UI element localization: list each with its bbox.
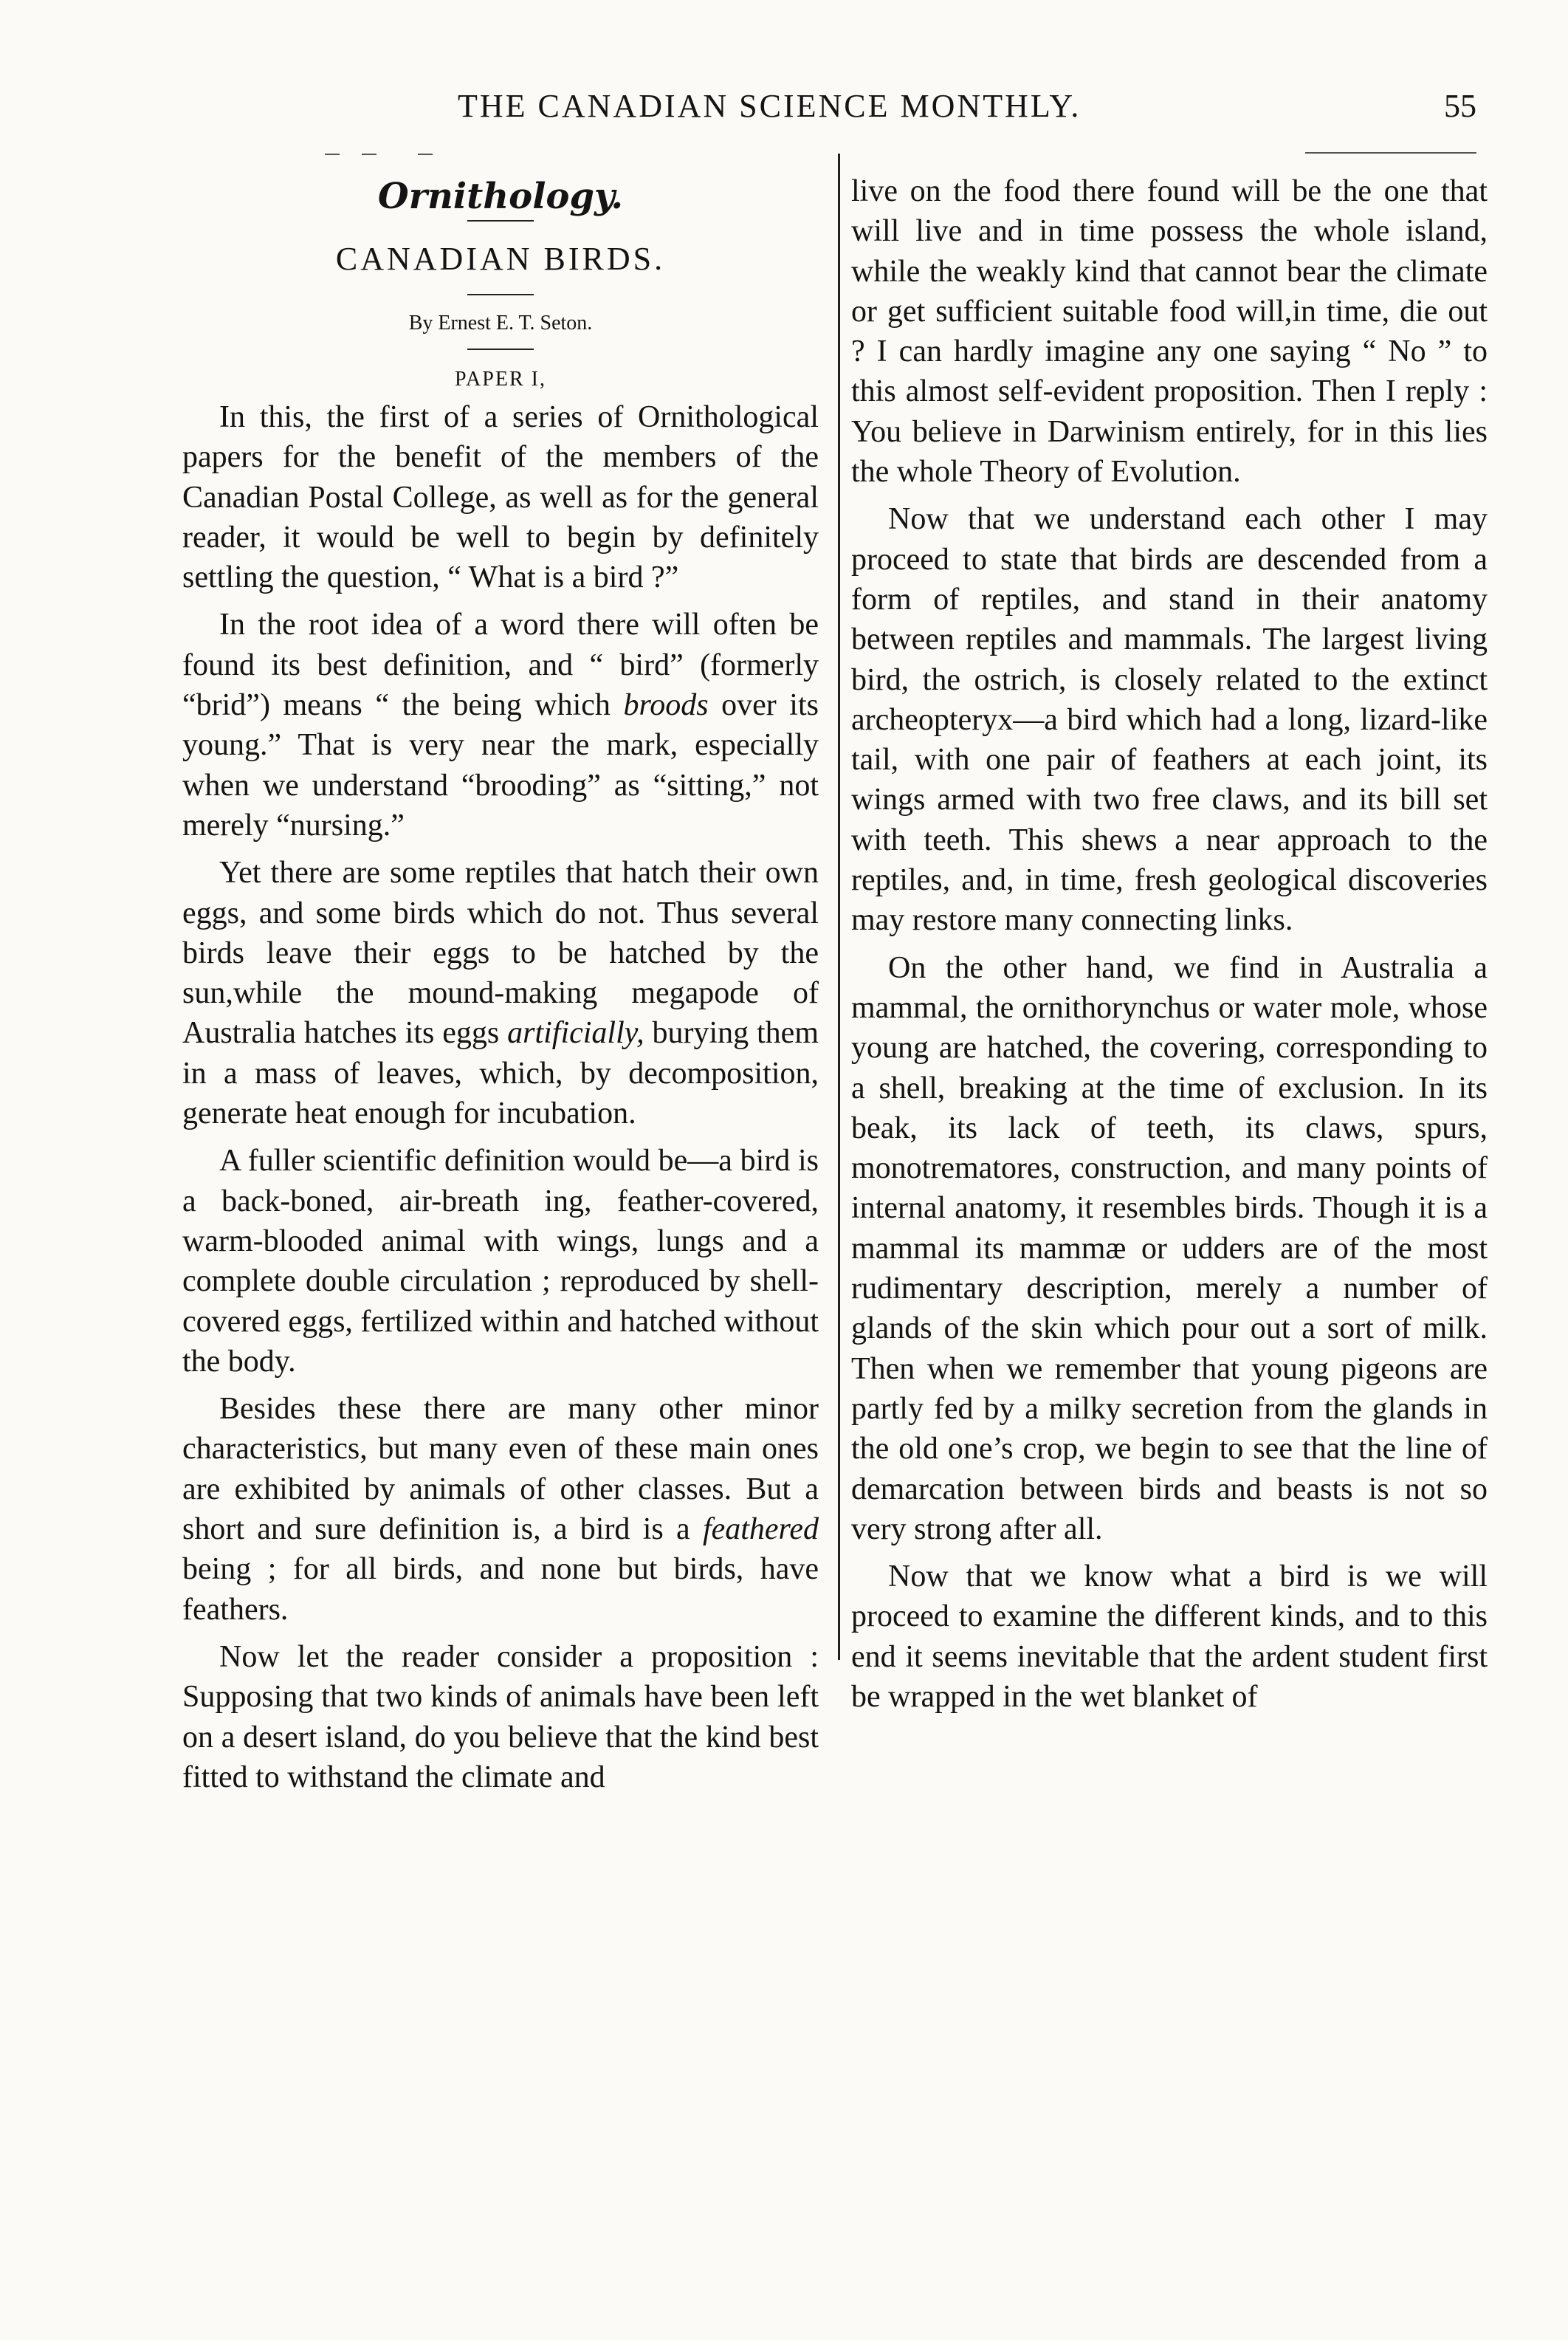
emphasis: broods: [623, 688, 709, 723]
page-number: 55: [1444, 88, 1476, 124]
emphasis: feathered: [702, 1512, 819, 1547]
right-column: [851, 171, 1488, 1717]
byline-rule: [467, 294, 534, 295]
paper-rule: [467, 349, 534, 350]
byline: By Ernest E. T. Seton.: [408, 312, 593, 334]
emphasis: artificially,: [507, 1016, 644, 1051]
article-title: CANADIAN BIRDS.: [335, 241, 666, 277]
header-ornament-dash: [418, 154, 433, 155]
paragraph: In this, the first of a series of Ornithological papers for the benefit of the members of the Canadian Postal College, as well as for the general reader, it would be well to begin by definitely settling the question, “ What is a bird ?”: [182, 400, 819, 595]
paragraph: On the other hand, we find in Australia a mammal, the ornithorynchus or water mole, whose young are hatched, the covering, corresponding to a shell, breaking at the time of exclusion. In its beak, its lack of teeth, its claws, spurs, monotrematores, construction, and many points of internal anatomy, it resembles birds. Though it is a mammal its mammæ or udders are of the most rudimentary description, merely a number of glands of the skin which pour out a sort of milk. Then when we remember that young pigeons are partly fed by a milky secretion from the glands in the old one’s crop, we begin to see that the line of demarcation between birds and beasts is not so very strong after all.: [851, 950, 1488, 1546]
title-rule: [467, 220, 534, 222]
department-heading: Ornithology.: [377, 176, 624, 217]
paragraph: Now let the reader consider a proposition : Supposing that two kinds of animals have been left on a desert island, do you believe that the kind best fitted to withstand the climate and: [182, 1639, 819, 1794]
header-ornament-dash: [325, 154, 340, 155]
running-head: [177, 87, 1476, 131]
paragraph: Now that we know what a bird is we will proceed to examine the different kinds, and to this end it seems inevitable that the ardent student first be wrapped in the wet blanket of: [851, 1560, 1488, 1714]
paragraph: Now that we understand each other I may proceed to state that birds are descended from a form of reptiles, and stand in their anatomy between reptiles and mammals. The largest living bird, the ostrich, is closely related to the extinct archeopteryx—a bird which had a long, lizard-like tail, with one pair of feathers at each joint, its wings armed with two free claws, and its bill set with teeth. This shews a near approach to the reptiles, and, in time, fresh geological discoveries may restore many connecting links.: [851, 502, 1488, 938]
paragraph: Besides these there are many other minor characteristics, but many even of these main ones are exhibited by animals of other classes. But a short and sure definition is, a bird is a feathered being ; for all birds, and none but birds, have feathers.: [182, 1392, 819, 1627]
header-ornament-dash: [362, 154, 376, 155]
column-divider: [838, 154, 840, 1660]
paper-label: PAPER I,: [455, 368, 546, 391]
header-rule: [1305, 152, 1476, 154]
paragraph: Yet there are some reptiles that hatch their own eggs, and some birds which do not. Thus several birds leave their eggs to be hatched by the sun,while the mound-making megapode of Australia hatches its eggs artificially, burying them in a mass of leaves, which, by decomposition, generate heat enough for incubation.: [182, 856, 819, 1131]
paragraph: A fuller scientific definition would be—a bird is a back-boned, air-breath ing, feather-covered, warm-blooded animal with wings, lungs and a complete double circulation ; reproduced by shell-covered eggs, fertilized within and hatched without the body.: [182, 1144, 819, 1379]
left-column: [182, 171, 819, 1797]
paragraph: In the root idea of a word there will often be found its best definition, and “ bird” (formerly “brid”) means “ the being which broods over its young.” That is very near the mark, especially when we understand “brooding” as “sitting,” not merely “nursing.”: [182, 608, 819, 843]
running-title: THE CANADIAN SCIENCE MONTHLY.: [458, 88, 1082, 124]
paragraph: live on the food there found will be the one that will live and in time possess the whole island, while the weakly kind that cannot bear the climate or get sufficient suitable food will,in time, die out ? I can hardly imagine any one saying “ No ” to this almost self-evident proposition. Then I reply : You believe in Darwinism entirely, for in this lies the whole Theory of Evolution.: [851, 174, 1488, 490]
